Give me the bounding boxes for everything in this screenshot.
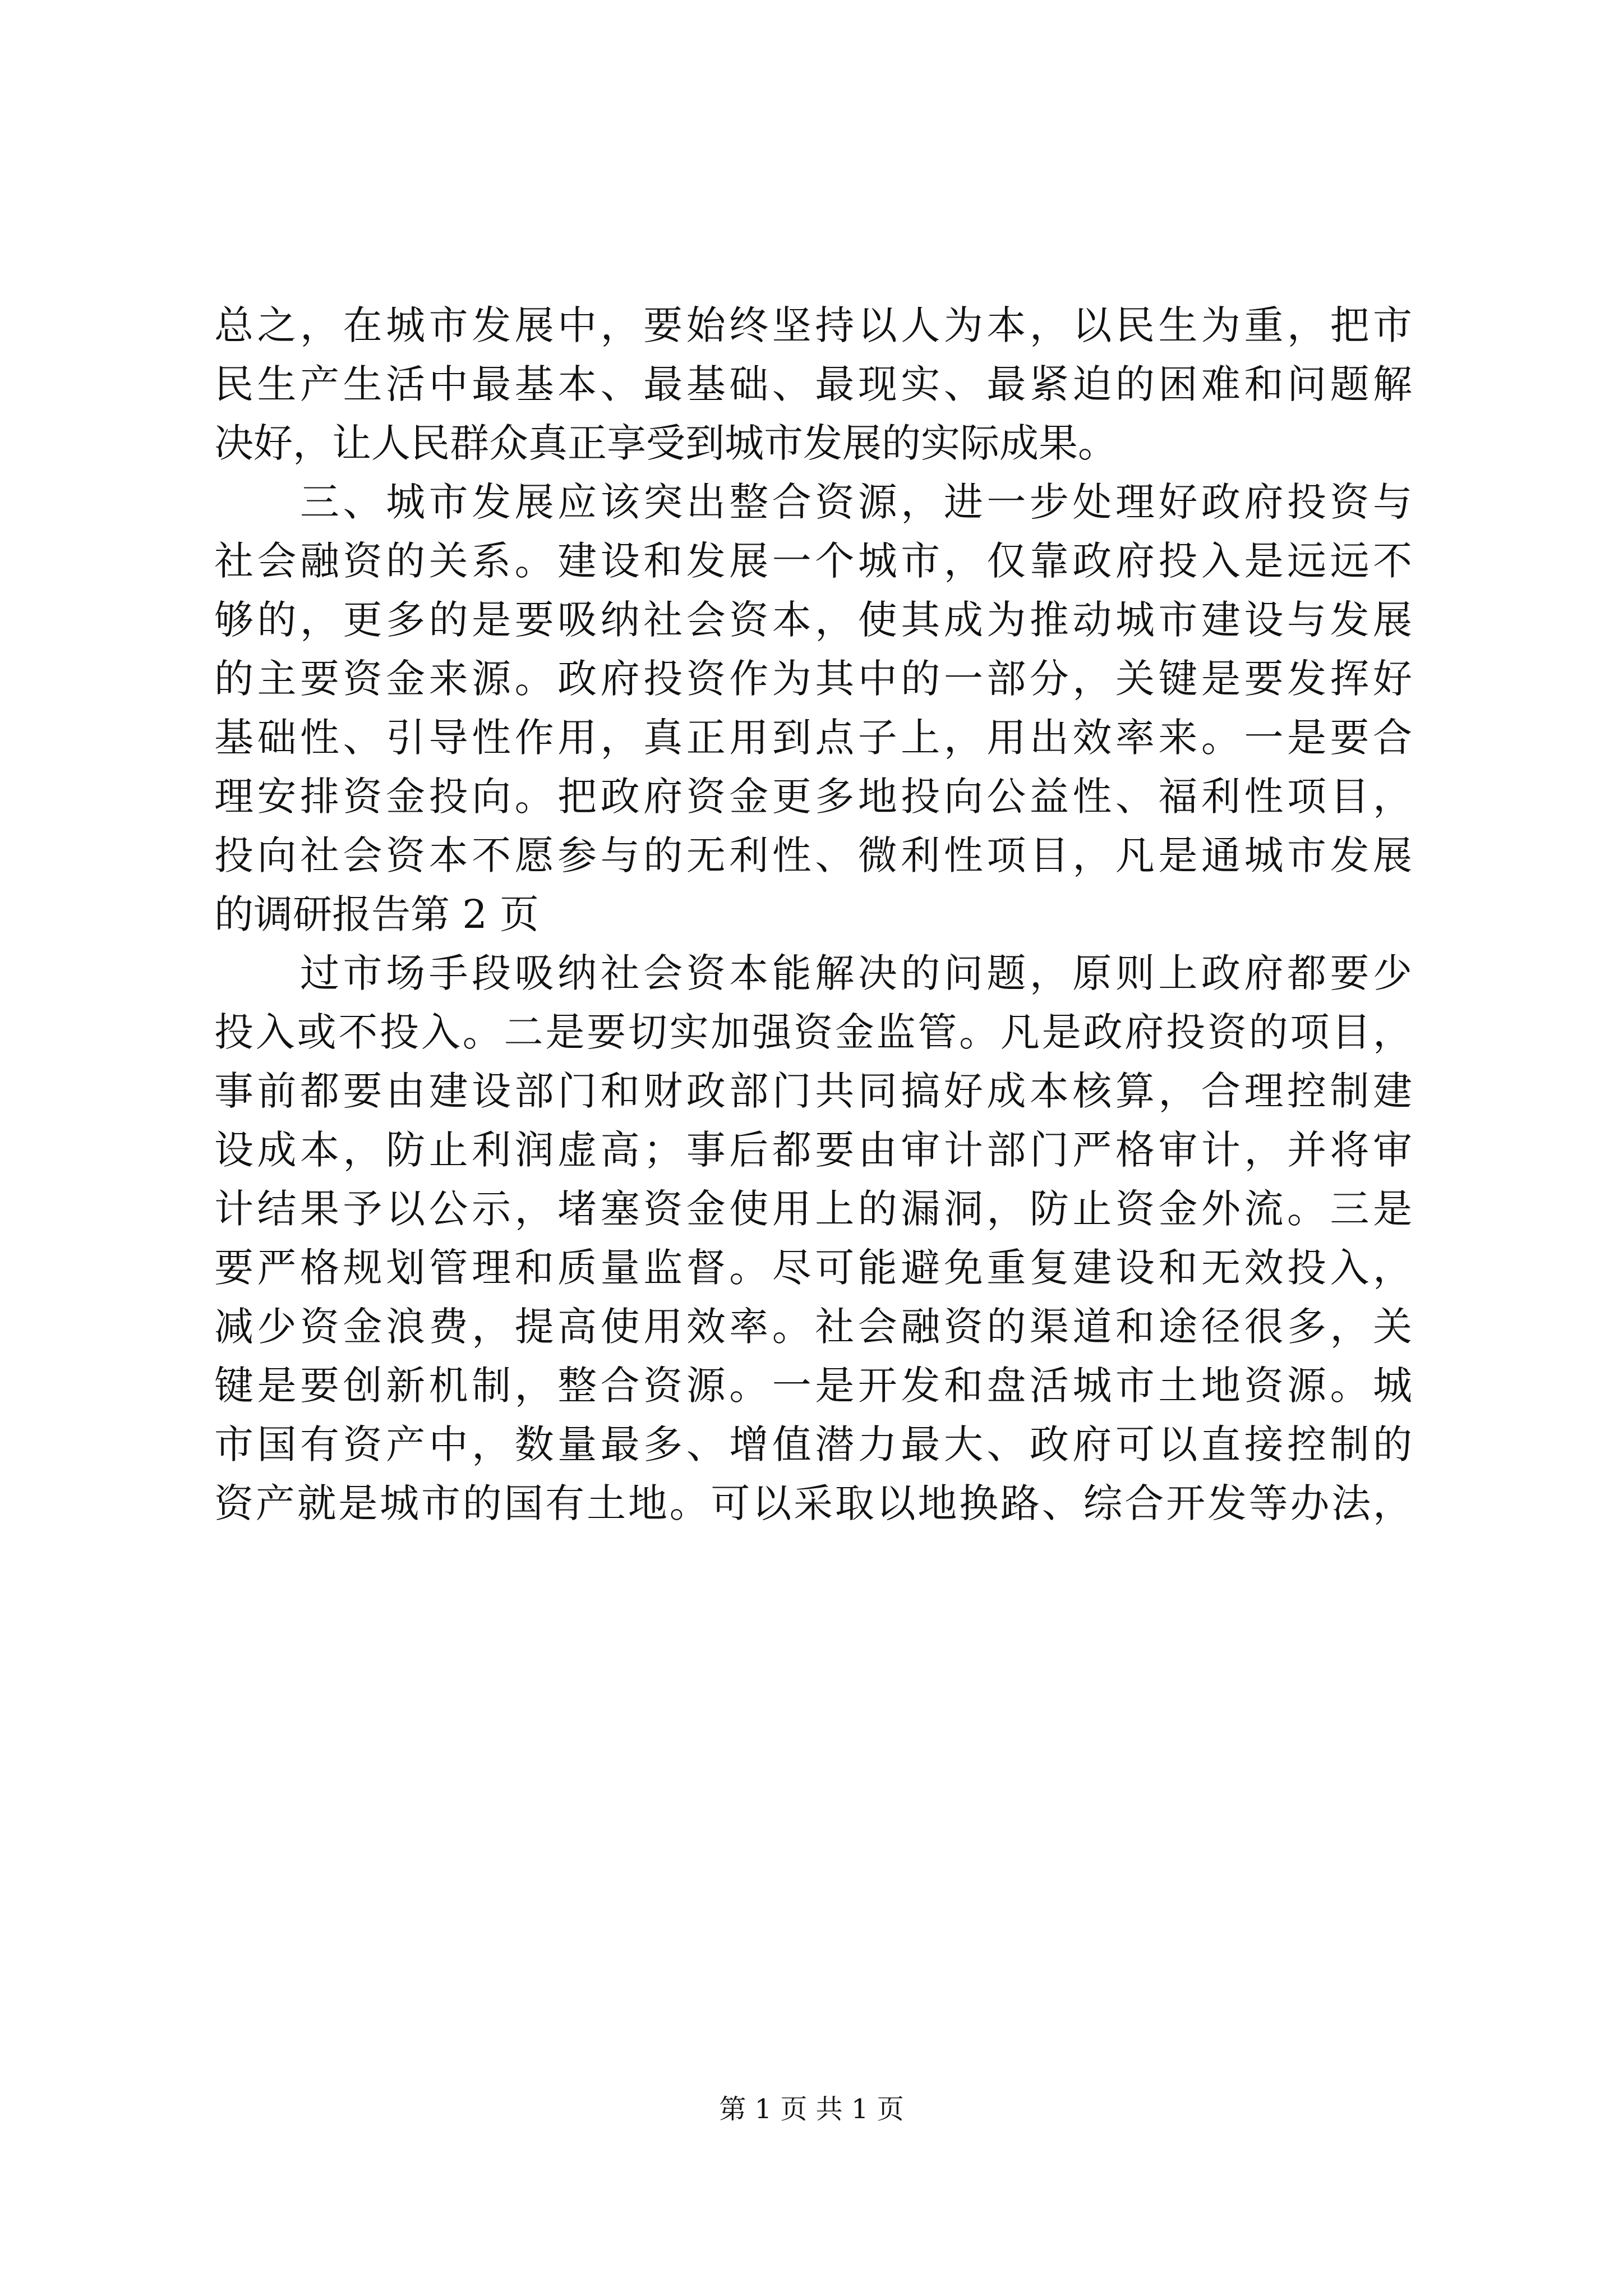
page-footer: 第 1 页 共 1 页 [719,2093,904,2125]
text-line: 市国有资产中，数量最多、增值潜力最大、政府可以直接控制的 [214,1421,1412,1467]
text-line: 决好，让人民群众真正享受到城市发展的实际成果。 [214,420,1117,466]
text-line: 够的，更多的是要吸纳社会资本，使其成为推动城市建设与发展 [214,597,1412,643]
text-line: 基础性、引导性作用，真正用到点子上，用出效率来。一是要合 [214,715,1412,761]
text-line: 过市场手段吸纳社会资本能解决的问题，原则上政府都要少 [214,950,1412,996]
text-line: 三、城市发展应该突出整合资源，进一步处理好政府投资与 [214,479,1412,525]
text-line: 键是要创新机制，整合资源。一是开发和盘活城市土地资源。城 [214,1363,1412,1409]
text-line: 投向社会资本不愿参与的无利性、微利性项目，凡是通城市发展 [214,832,1412,878]
text-line: 的调研报告第 2 页 [214,891,540,937]
text-line: 减少资金浪费，提高使用效率。社会融资的渠道和途径很多，关 [214,1304,1412,1350]
text-line: 要严格规划管理和质量监督。尽可能避免重复建设和无效投入， [214,1245,1412,1291]
document-body [214,296,1412,1533]
text-line: 社会融资的关系。建设和发展一个城市，仅靠政府投入是远远不 [214,538,1412,584]
text-line: 理安排资金投向。把政府资金更多地投向公益性、福利性项目， [214,774,1412,820]
text-line: 事前都要由建设部门和财政部门共同搞好成本核算，合理控制建 [214,1068,1412,1114]
text-line: 设成本，防止利润虚高；事后都要由审计部门严格审计，并将审 [214,1127,1412,1173]
text-line: 投入或不投入。二是要切实加强资金监管。凡是政府投资的项目， [214,1009,1412,1055]
text-line: 的主要资金来源。政府投资作为其中的一部分，关键是要发挥好 [214,656,1412,702]
text-line: 总之，在城市发展中，要始终坚持以人为本，以民生为重，把市 [214,302,1412,348]
text-line: 民生产生活中最基本、最基础、最现实、最紧迫的困难和问题解 [214,361,1412,407]
text-line: 计结果予以公示，堵塞资金使用上的漏洞，防止资金外流。三是 [214,1186,1412,1232]
text-line: 资产就是城市的国有土地。可以采取以地换路、综合开发等办法， [214,1480,1412,1526]
